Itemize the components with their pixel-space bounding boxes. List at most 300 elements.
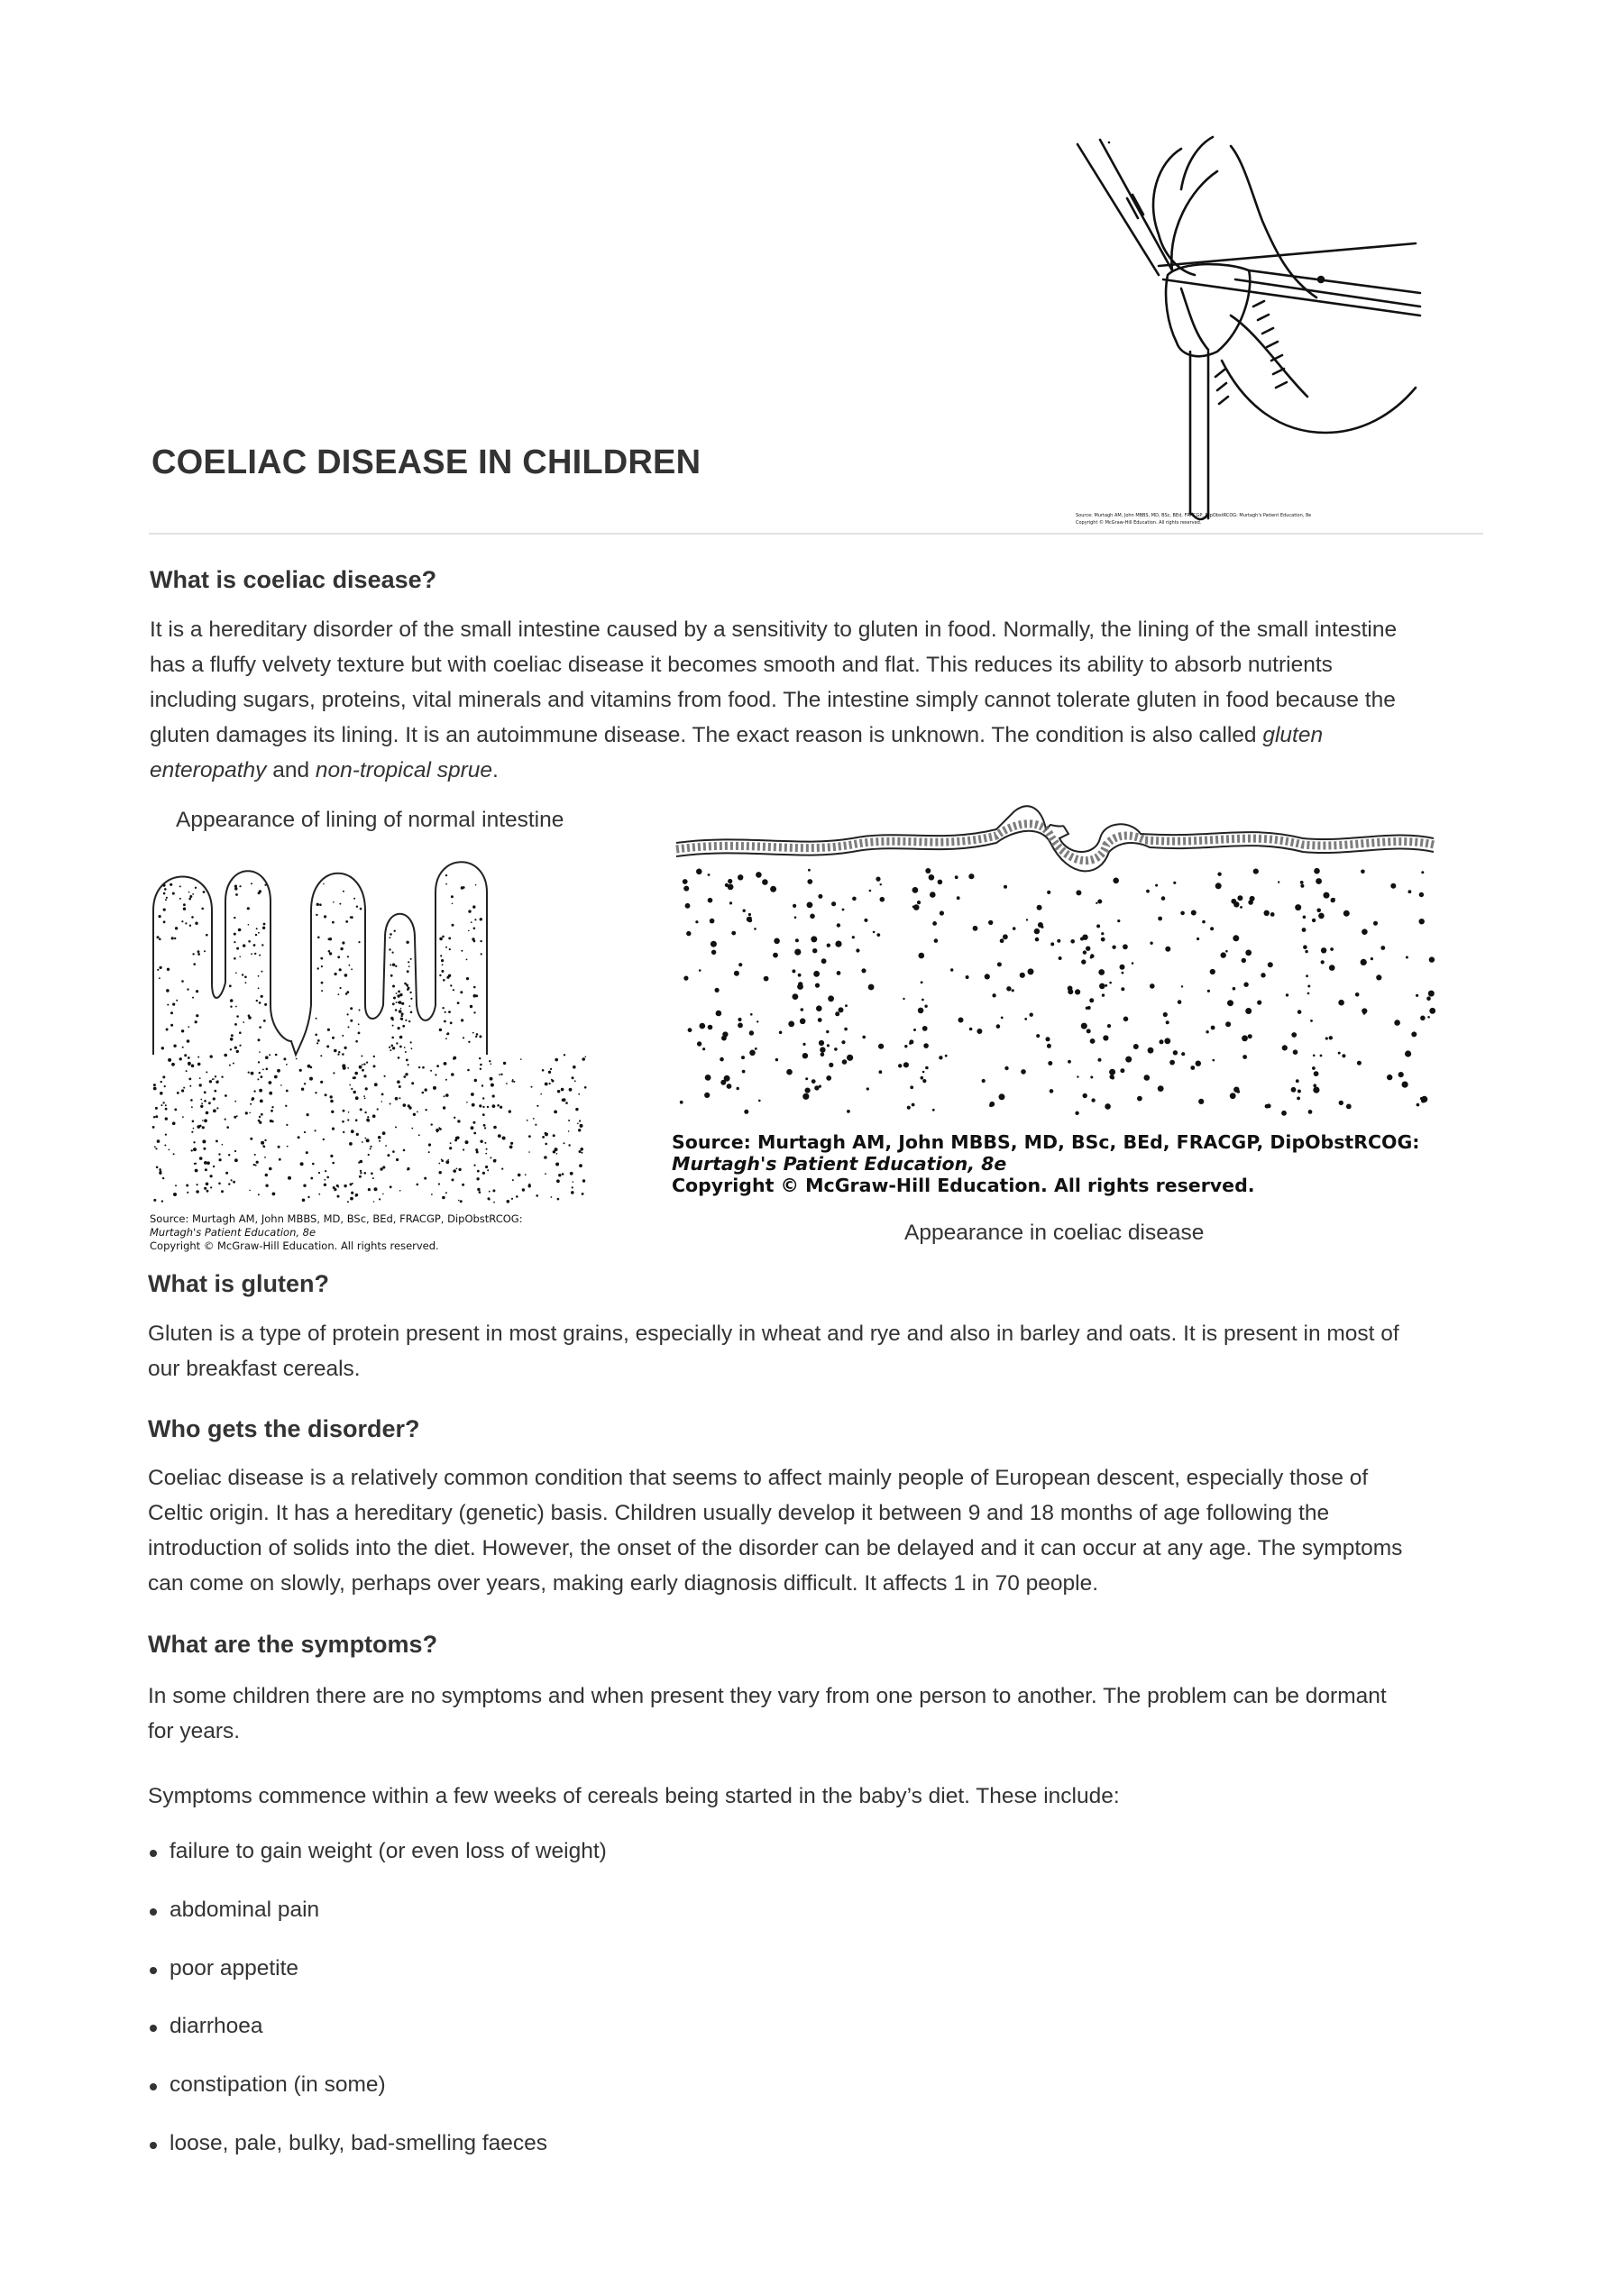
stipple-dot bbox=[202, 1126, 205, 1129]
stipple-dot bbox=[406, 941, 408, 944]
stipple-dot bbox=[321, 982, 324, 984]
stipple-dot bbox=[335, 973, 337, 975]
stipple-dot bbox=[482, 1097, 484, 1099]
stipple-dot bbox=[231, 1179, 233, 1181]
stipple-dot bbox=[821, 1053, 825, 1057]
stipple-dot bbox=[1202, 920, 1206, 924]
stipple-dot bbox=[473, 1132, 476, 1135]
stipple-dot bbox=[306, 1151, 308, 1154]
stipple-dot bbox=[556, 1179, 560, 1183]
stipple-dot bbox=[393, 997, 396, 1000]
stipple-dot bbox=[748, 913, 751, 916]
stipple-dot bbox=[300, 1162, 304, 1166]
stipple-dot bbox=[1376, 974, 1381, 980]
stipple-dot bbox=[263, 923, 266, 926]
stipple-dot bbox=[411, 1128, 413, 1130]
stipple-dot bbox=[350, 916, 352, 918]
stipple-dot bbox=[1099, 983, 1105, 990]
stipple-dot bbox=[262, 1069, 264, 1071]
stipple-dot bbox=[506, 1083, 508, 1084]
stipple-dot bbox=[473, 928, 476, 930]
stipple-dot bbox=[163, 920, 166, 923]
stipple-dot bbox=[1105, 1103, 1111, 1110]
stipple-dot bbox=[316, 1018, 317, 1020]
stipple-dot bbox=[930, 892, 936, 898]
stipple-dot bbox=[1217, 873, 1221, 876]
stipple-dot bbox=[1420, 1016, 1426, 1021]
stipple-dot bbox=[878, 1044, 884, 1049]
stipple-dot bbox=[363, 1075, 366, 1077]
stipple-dot bbox=[164, 888, 167, 891]
stipple-dot bbox=[203, 1148, 206, 1150]
stipple-dot bbox=[1406, 956, 1408, 959]
stipple-dot bbox=[239, 956, 241, 958]
stipple-dot bbox=[206, 1111, 209, 1115]
stipple-dot bbox=[347, 1201, 349, 1203]
stipple-dot bbox=[511, 1080, 513, 1082]
stipple-dot bbox=[397, 994, 399, 997]
stipple-dot bbox=[205, 1168, 207, 1171]
stipple-dot bbox=[820, 1047, 825, 1052]
heading-what-is-gluten: What is gluten? bbox=[148, 1270, 329, 1297]
stipple-dot bbox=[279, 1158, 281, 1161]
stipple-dot bbox=[373, 1056, 375, 1057]
stipple-dot bbox=[403, 1149, 406, 1152]
stipple-dot bbox=[512, 1179, 514, 1181]
stipple-dot bbox=[551, 1196, 553, 1198]
stipple-dot bbox=[518, 1174, 521, 1177]
stipple-dot bbox=[330, 1155, 333, 1157]
stipple-dot bbox=[197, 1125, 200, 1129]
stipple-dot bbox=[168, 1058, 171, 1062]
stipple-dot bbox=[1268, 962, 1273, 967]
stipple-dot bbox=[310, 1066, 313, 1069]
stipple-dot bbox=[1132, 962, 1134, 965]
stipple-dot bbox=[448, 938, 451, 940]
stipple-dot bbox=[316, 914, 317, 916]
stipple-dot bbox=[338, 1186, 340, 1188]
stipple-dot bbox=[1112, 946, 1115, 949]
stipple-dot bbox=[162, 1177, 164, 1179]
stipple-dot bbox=[493, 1202, 495, 1203]
stipple-dot bbox=[197, 1063, 201, 1066]
stipple-dot bbox=[747, 919, 752, 923]
stipple-dot bbox=[1426, 996, 1431, 1001]
stipple-dot bbox=[351, 1192, 353, 1194]
stipple-dot bbox=[331, 1111, 334, 1113]
stipple-dot bbox=[193, 1141, 195, 1143]
stipple-dot bbox=[337, 1054, 339, 1056]
stipple-dot bbox=[321, 990, 323, 992]
stipple-dot bbox=[256, 928, 258, 929]
stipple-dot bbox=[471, 1126, 474, 1130]
stipple-dot bbox=[1047, 891, 1050, 894]
stipple-dot bbox=[236, 1050, 239, 1053]
stipple-dot bbox=[396, 1158, 399, 1161]
stipple-dot bbox=[1161, 896, 1166, 901]
stipple-dot bbox=[801, 1008, 804, 1011]
stipple-dot bbox=[1428, 991, 1435, 997]
stipple-dot bbox=[571, 1191, 574, 1194]
stipple-dot bbox=[329, 952, 332, 955]
conjunction-text: and bbox=[266, 758, 316, 782]
stipple-dot bbox=[470, 1005, 472, 1008]
stipple-dot bbox=[258, 1061, 260, 1063]
stipple-dot bbox=[258, 1038, 261, 1041]
stipple-dot bbox=[156, 1166, 159, 1169]
stipple-dot bbox=[572, 1076, 574, 1079]
stipple-dot bbox=[445, 1079, 447, 1081]
stipple-dot bbox=[815, 983, 820, 988]
stipple-dot bbox=[472, 905, 475, 908]
stipple-dot bbox=[985, 974, 990, 979]
stipple-dot bbox=[326, 1045, 329, 1047]
stipple-dot bbox=[226, 1126, 229, 1129]
stipple-dot bbox=[738, 1018, 741, 1021]
stipple-dot bbox=[1307, 992, 1310, 995]
stipple-dot bbox=[358, 1023, 360, 1025]
stipple-dot bbox=[465, 1140, 469, 1144]
stipple-dot bbox=[1339, 1101, 1343, 1105]
stipple-dot bbox=[1013, 927, 1016, 930]
stipple-dot bbox=[378, 1136, 381, 1139]
stipple-dot bbox=[353, 898, 355, 900]
stipple-dot bbox=[244, 976, 247, 979]
stipple-dot bbox=[409, 992, 411, 993]
stipple-dot bbox=[1120, 1068, 1124, 1073]
stipple-dot bbox=[844, 1028, 848, 1031]
stipple-dot bbox=[234, 957, 236, 960]
stipple-dot bbox=[1416, 994, 1418, 997]
stipple-dot bbox=[366, 1139, 370, 1142]
stipple-dot bbox=[160, 1081, 162, 1083]
stipple-dot bbox=[1210, 969, 1215, 974]
stipple-dot bbox=[1146, 890, 1150, 893]
stipple-dot bbox=[513, 1081, 515, 1083]
stipple-dot bbox=[339, 968, 342, 971]
stipple-dot bbox=[445, 883, 447, 885]
stipple-dot bbox=[479, 1104, 481, 1107]
stipple-dot bbox=[1091, 1098, 1095, 1102]
stipple-dot bbox=[764, 976, 769, 982]
stipple-dot bbox=[904, 1045, 907, 1047]
stipple-dot bbox=[982, 1079, 986, 1083]
title-divider bbox=[149, 533, 1483, 535]
stipple-dot bbox=[1293, 1049, 1298, 1055]
stipple-dot bbox=[716, 1011, 722, 1017]
stipple-dot bbox=[819, 1040, 824, 1046]
stipple-dot bbox=[1313, 1087, 1319, 1093]
stipple-dot bbox=[1248, 900, 1253, 905]
stipple-dot bbox=[1210, 927, 1214, 930]
stipple-dot bbox=[932, 921, 937, 926]
stipple-dot bbox=[324, 1184, 326, 1186]
stipple-dot bbox=[173, 1193, 177, 1196]
stipple-dot bbox=[472, 1121, 475, 1124]
paragraph-line: our breakfast cereals. bbox=[148, 1357, 361, 1381]
stipple-dot bbox=[568, 1130, 570, 1132]
stipple-dot bbox=[492, 1094, 495, 1097]
stipple-dot bbox=[441, 959, 444, 962]
stipple-dot bbox=[585, 1057, 587, 1058]
stipple-dot bbox=[263, 1020, 266, 1022]
stipple-dot bbox=[406, 1059, 408, 1062]
stipple-dot bbox=[741, 1056, 745, 1059]
stipple-dot bbox=[323, 1139, 325, 1140]
stipple-dot bbox=[1089, 998, 1094, 1002]
stipple-dot bbox=[213, 1097, 215, 1100]
stipple-dot bbox=[385, 1145, 387, 1147]
stipple-dot bbox=[363, 1095, 365, 1097]
stipple-dot bbox=[1109, 1069, 1115, 1075]
stipple-dot bbox=[203, 891, 206, 893]
stipple-dot bbox=[847, 1110, 850, 1113]
stipple-dot bbox=[234, 917, 235, 919]
stipple-dot bbox=[438, 1183, 440, 1185]
stipple-dot bbox=[175, 1185, 177, 1186]
stipple-dot bbox=[445, 1038, 447, 1039]
stipple-dot bbox=[816, 1005, 822, 1011]
stipple-dot bbox=[338, 993, 340, 995]
stipple-dot bbox=[401, 1012, 404, 1015]
stipple-dot bbox=[381, 1101, 383, 1102]
stipple-dot bbox=[399, 1085, 401, 1088]
stipple-dot bbox=[172, 1121, 176, 1125]
stipple-dot bbox=[161, 1047, 164, 1049]
stipple-dot bbox=[358, 941, 360, 943]
stipple-dot bbox=[239, 1031, 242, 1034]
stipple-dot bbox=[798, 982, 802, 986]
stipple-dot bbox=[758, 1100, 761, 1102]
stipple-dot bbox=[181, 1089, 184, 1092]
stipple-dot bbox=[744, 1110, 748, 1114]
stipple-dot bbox=[436, 1065, 439, 1067]
stipple-dot bbox=[749, 1030, 754, 1035]
stipple-dot bbox=[187, 988, 188, 990]
stipple-dot bbox=[1047, 1044, 1051, 1048]
stipple-dot bbox=[318, 1194, 320, 1195]
stipple-dot bbox=[1107, 1024, 1111, 1028]
stipple-dot bbox=[487, 1106, 489, 1108]
paragraph-line: including sugars, proteins, vital minerals and vitamins from food. The intestine simply cannot tolerate gluten in food because the bbox=[150, 688, 1396, 712]
stipple-dot bbox=[1329, 1036, 1333, 1039]
stipple-dot bbox=[157, 969, 159, 971]
stipple-dot bbox=[1342, 1054, 1345, 1057]
stipple-dot bbox=[456, 1168, 458, 1170]
stipple-dot bbox=[1165, 947, 1170, 952]
stipple-dot bbox=[347, 1067, 349, 1069]
stipple-dot bbox=[436, 1129, 439, 1132]
normal-source-line3: Copyright © McGraw-Hill Education. All rights reserved. bbox=[150, 1239, 439, 1252]
stipple-dot bbox=[160, 1104, 162, 1106]
stipple-dot bbox=[188, 1026, 189, 1028]
stipple-dot bbox=[957, 896, 960, 900]
stipple-dot bbox=[688, 1028, 692, 1032]
stipple-dot bbox=[696, 869, 702, 875]
stipple-dot bbox=[480, 1140, 482, 1143]
stipple-dot bbox=[1150, 942, 1152, 945]
stipple-dot bbox=[254, 953, 256, 955]
stipple-dot bbox=[1121, 987, 1124, 991]
stipple-dot bbox=[552, 1080, 555, 1083]
stipple-dot bbox=[1158, 917, 1162, 921]
stipple-dot bbox=[1338, 1000, 1344, 1006]
stipple-dot bbox=[842, 909, 845, 911]
stipple-dot bbox=[938, 880, 943, 885]
stipple-dot bbox=[201, 1102, 203, 1104]
list-item: abdominal pain bbox=[170, 1898, 320, 1922]
stipple-dot bbox=[1373, 921, 1378, 926]
stipple-dot bbox=[1291, 1032, 1297, 1038]
stipple-dot bbox=[1101, 938, 1105, 942]
stipple-dot bbox=[391, 1045, 394, 1047]
stipple-dot bbox=[214, 1090, 216, 1093]
stipple-dot bbox=[720, 1057, 724, 1062]
stipple-dot bbox=[170, 883, 172, 886]
stipple-dot bbox=[444, 1062, 447, 1066]
stipple-dot bbox=[482, 1106, 484, 1108]
stipple-dot bbox=[577, 1122, 579, 1124]
stipple-dot bbox=[460, 991, 463, 993]
stipple-dot bbox=[221, 1076, 223, 1078]
stipple-dot bbox=[404, 1047, 406, 1048]
stipple-dot bbox=[221, 1190, 224, 1193]
stipple-dot bbox=[1173, 882, 1176, 884]
stipple-dot bbox=[355, 1040, 358, 1043]
stipple-dot bbox=[360, 1160, 363, 1164]
stipple-dot bbox=[925, 1066, 929, 1070]
stipple-dot bbox=[1196, 1061, 1201, 1066]
stipple-dot bbox=[283, 1057, 286, 1060]
stipple-dot bbox=[575, 1108, 578, 1111]
stipple-dot bbox=[166, 1029, 169, 1031]
stipple-dot bbox=[924, 1005, 927, 1008]
stipple-dot bbox=[197, 950, 200, 953]
stipple-dot bbox=[253, 1090, 255, 1092]
stipple-dot bbox=[742, 1070, 746, 1074]
stipple-dot bbox=[1427, 1016, 1430, 1019]
stipple-dot bbox=[528, 1151, 530, 1153]
stipple-dot bbox=[444, 1020, 446, 1023]
stipple-dot bbox=[847, 1055, 853, 1061]
stipple-dot bbox=[939, 1056, 942, 1059]
list-item: poor appetite bbox=[170, 1956, 299, 1980]
stipple-dot bbox=[196, 990, 198, 992]
stipple-dot bbox=[368, 1154, 370, 1156]
stipple-dot bbox=[1363, 1012, 1366, 1015]
stipple-dot bbox=[439, 1171, 442, 1174]
stipple-dot bbox=[479, 1191, 481, 1194]
stipple-dot bbox=[387, 1154, 390, 1157]
stipple-dot bbox=[734, 971, 739, 976]
stipple-dot bbox=[271, 1106, 273, 1108]
stipple-dot bbox=[250, 1138, 252, 1140]
stipple-dot bbox=[477, 1170, 480, 1173]
stipple-dot bbox=[350, 1020, 353, 1022]
stipple-dot bbox=[259, 955, 261, 956]
list-item: loose, pale, bulky, bad-smelling faeces bbox=[170, 2131, 548, 2155]
stipple-dot bbox=[1028, 968, 1034, 974]
stipple-dot bbox=[582, 1179, 585, 1182]
stipple-dot bbox=[1207, 990, 1210, 992]
stipple-dot bbox=[558, 1174, 561, 1176]
stipple-dot bbox=[553, 1134, 555, 1137]
stipple-dot bbox=[476, 1177, 479, 1180]
stipple-dot bbox=[299, 1069, 302, 1072]
stipple-dot bbox=[1090, 956, 1093, 959]
stipple-dot bbox=[1012, 989, 1014, 992]
stipple-dot bbox=[160, 966, 162, 969]
list-item: failure to gain weight (or even loss of weight) bbox=[170, 1839, 607, 1863]
stipple-dot bbox=[486, 1148, 488, 1150]
stipple-dot bbox=[540, 1093, 542, 1095]
stipple-dot bbox=[451, 1073, 454, 1076]
stipple-dot bbox=[245, 982, 247, 983]
stipple-dot bbox=[163, 909, 166, 911]
stipple-dot bbox=[204, 1091, 206, 1093]
stipple-dot bbox=[343, 891, 344, 892]
symptoms-intro: Symptoms commence within a few weeks of cereals being started in the baby’s diet. These include: bbox=[148, 1784, 1120, 1808]
stipple-dot bbox=[708, 1025, 713, 1030]
stipple-dot bbox=[1312, 1066, 1316, 1070]
stipple-dot bbox=[467, 1069, 470, 1072]
stipple-dot bbox=[922, 999, 924, 1002]
stipple-dot bbox=[390, 1049, 391, 1051]
stipple-dot bbox=[807, 879, 812, 884]
stipple-dot bbox=[317, 967, 319, 969]
stipple-dot bbox=[367, 1116, 369, 1118]
stipple-dot bbox=[500, 1106, 502, 1109]
stipple-dot bbox=[286, 1124, 288, 1126]
stipple-dot bbox=[192, 997, 194, 999]
stipple-dot bbox=[1278, 881, 1279, 883]
stipple-dot bbox=[852, 897, 857, 901]
stipple-dot bbox=[296, 1058, 298, 1060]
stipple-dot bbox=[195, 1169, 198, 1173]
stipple-dot bbox=[837, 971, 841, 975]
stipple-dot bbox=[700, 1023, 706, 1029]
stipple-dot bbox=[876, 877, 880, 882]
stipple-dot bbox=[1405, 1050, 1411, 1057]
stipple-dot bbox=[422, 1066, 425, 1069]
stipple-dot bbox=[516, 1195, 518, 1198]
stipple-dot bbox=[277, 1069, 280, 1073]
stipple-dot bbox=[922, 1079, 926, 1083]
stipple-dot bbox=[359, 1066, 362, 1069]
stipple-dot bbox=[802, 1053, 808, 1058]
stipple-dot bbox=[813, 971, 820, 977]
stipple-dot bbox=[288, 1176, 291, 1180]
stipple-dot bbox=[360, 908, 362, 910]
coeliac-source-line2: Murtagh's Patient Education, 8e bbox=[672, 1153, 1007, 1175]
stipple-dot bbox=[1253, 869, 1259, 874]
stipple-dot bbox=[332, 1128, 335, 1130]
stipple-dot bbox=[527, 1120, 528, 1121]
stipple-dot bbox=[264, 884, 266, 886]
stipple-dot bbox=[197, 1184, 198, 1185]
stipple-dot bbox=[367, 1120, 370, 1122]
stipple-dot bbox=[195, 1163, 197, 1165]
stipple-dot bbox=[510, 1142, 513, 1145]
stipple-dot bbox=[325, 1093, 327, 1096]
stipple-dot bbox=[204, 1119, 207, 1122]
stipple-dot bbox=[189, 1085, 191, 1087]
stipple-dot bbox=[1090, 1076, 1093, 1079]
stipple-dot bbox=[929, 874, 935, 881]
stipple-dot bbox=[793, 904, 796, 908]
stipple-dot bbox=[565, 1102, 568, 1104]
stipple-dot bbox=[228, 1183, 230, 1185]
